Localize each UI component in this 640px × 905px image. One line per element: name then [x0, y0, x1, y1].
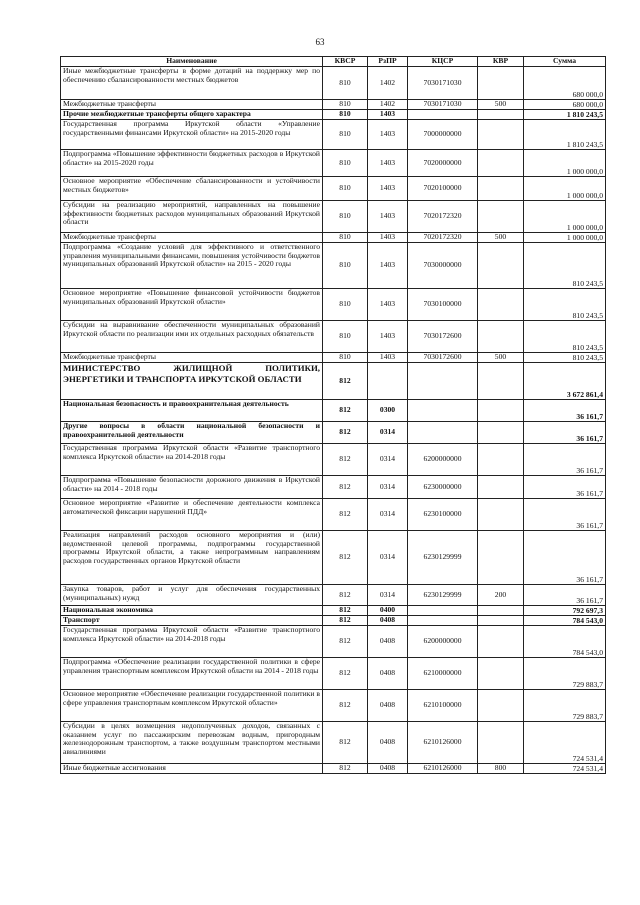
row-rzpr-cell: 0408	[368, 690, 408, 722]
row-kvsr-cell: 812	[323, 764, 368, 774]
row-kcsr-cell: 7030172600	[408, 353, 478, 363]
row-rzpr-cell: 0314	[368, 444, 408, 476]
row-name-cell: Другие вопросы в области национальной безопасности и правоохранительной деятельности	[61, 422, 323, 444]
table-row	[61, 67, 606, 100]
row-kvsr-cell: 812	[323, 444, 368, 476]
row-kcsr-cell: 6230129999	[408, 531, 478, 585]
row-name-cell: Транспорт	[61, 616, 323, 626]
row-kcsr-cell: 7030172600	[408, 321, 478, 353]
row-sum-cell: 724 531,4	[524, 764, 606, 774]
row-kvsr-cell: 812	[323, 585, 368, 606]
row-kvr-cell	[478, 363, 524, 400]
row-sum-cell: 1 000 000,0	[524, 233, 606, 243]
table-row	[61, 289, 606, 321]
row-kvsr-cell: 810	[323, 353, 368, 363]
row-sum-cell: 36 161,7	[524, 585, 606, 606]
row-rzpr-cell: 1403	[368, 233, 408, 243]
row-name-cell: Иные бюджетные ассигнования	[61, 764, 323, 774]
row-kvsr-cell: 812	[323, 658, 368, 690]
row-kvr-cell	[478, 400, 524, 422]
row-sum-cell: 792 697,3	[524, 606, 606, 616]
table-row	[61, 120, 606, 150]
row-kvsr-cell: 812	[323, 722, 368, 764]
row-sum-cell: 784 543,0	[524, 626, 606, 658]
table-row	[61, 585, 606, 606]
row-kvr-cell	[478, 444, 524, 476]
row-rzpr-cell: 1402	[368, 67, 408, 100]
row-rzpr-cell: 1403	[368, 110, 408, 120]
row-name-cell: Иные межбюджетные трансферты в форме дотаций на поддержку мер по обеспечению сбалансированности местных бюджетов	[61, 67, 323, 100]
row-kvr-cell	[478, 110, 524, 120]
table-row	[61, 177, 606, 201]
row-sum-cell: 810 243,5	[524, 353, 606, 363]
row-sum-cell: 1 000 000,0	[524, 150, 606, 177]
row-kcsr-cell: 7030100000	[408, 289, 478, 321]
row-kvr-cell	[478, 243, 524, 289]
column-header-rzpr: РзПР	[368, 57, 408, 67]
table-row	[61, 363, 606, 400]
row-kvsr-cell: 810	[323, 233, 368, 243]
row-kvsr-cell: 810	[323, 110, 368, 120]
table-row	[61, 353, 606, 363]
row-sum-cell: 724 531,4	[524, 722, 606, 764]
row-kvr-cell: 800	[478, 764, 524, 774]
row-name-cell: Подпрограмма «Повышение безопасности дорожного движения в Иркутской области» на 2014 - 2018 годы	[61, 476, 323, 499]
row-kvr-cell: 500	[478, 233, 524, 243]
table-row	[61, 658, 606, 690]
row-sum-cell: 36 161,7	[524, 444, 606, 476]
row-name-cell: Основное мероприятие «Обеспечение сбалансированности и устойчивости местных бюджетов»	[61, 177, 323, 201]
row-sum-cell: 36 161,7	[524, 422, 606, 444]
row-sum-cell: 729 883,7	[524, 690, 606, 722]
row-kcsr-cell: 6200000000	[408, 626, 478, 658]
table-row	[61, 690, 606, 722]
column-header-sum: Сумма	[524, 57, 606, 67]
row-kvsr-cell: 810	[323, 120, 368, 150]
row-kvr-cell	[478, 626, 524, 658]
row-kvsr-cell: 812	[323, 690, 368, 722]
row-sum-cell: 3 672 861,4	[524, 363, 606, 400]
row-name-cell: Основное мероприятие «Развитие и обеспечение деятельности комплекса автоматической фиксации нарушений ПДД»	[61, 499, 323, 531]
row-rzpr-cell: 1403	[368, 120, 408, 150]
row-rzpr-cell: 0314	[368, 531, 408, 585]
table-row	[61, 243, 606, 289]
row-rzpr-cell: 0408	[368, 764, 408, 774]
row-sum-cell: 810 243,5	[524, 289, 606, 321]
row-kcsr-cell	[408, 616, 478, 626]
row-rzpr-cell: 0408	[368, 626, 408, 658]
table-row	[61, 233, 606, 243]
row-name-cell: Основное мероприятие «Повышение финансовой устойчивости бюджетов муниципальных образований Иркутской области»	[61, 289, 323, 321]
row-sum-cell: 810 243,5	[524, 243, 606, 289]
row-kvr-cell	[478, 422, 524, 444]
row-rzpr-cell: 0400	[368, 606, 408, 616]
row-rzpr-cell: 0300	[368, 400, 408, 422]
table-body	[61, 67, 606, 774]
row-kcsr-cell: 6210100000	[408, 690, 478, 722]
row-kcsr-cell	[408, 422, 478, 444]
table-row	[61, 722, 606, 764]
row-kcsr-cell	[408, 400, 478, 422]
row-kvsr-cell: 810	[323, 67, 368, 100]
row-kcsr-cell: 6230129999	[408, 585, 478, 606]
row-kcsr-cell	[408, 110, 478, 120]
row-name-cell: Национальная безопасность и правоохранительная деятельность	[61, 400, 323, 422]
row-kvsr-cell: 812	[323, 422, 368, 444]
row-sum-cell: 36 161,7	[524, 499, 606, 531]
row-kcsr-cell: 7020172320	[408, 233, 478, 243]
row-name-cell: Прочие межбюджетные трансферты общего характера	[61, 110, 323, 120]
table-row	[61, 531, 606, 585]
row-name-cell: Государственная программа Иркутской области «Развитие транспортного комплекса Иркутской области» на 2014-2018 годы	[61, 626, 323, 658]
row-kcsr-cell	[408, 606, 478, 616]
row-name-cell: Реализация направлений расходов основного мероприятия и (или) ведомственной целевой программы, подпрограммы государственной программы Иркутской области, а также непрограммным направлениям расходов государственных органов Иркутской области	[61, 531, 323, 585]
row-kcsr-cell: 7030171030	[408, 100, 478, 110]
budget-table	[60, 56, 606, 774]
table-row	[61, 422, 606, 444]
row-kcsr-cell: 7020000000	[408, 150, 478, 177]
page-number: 63	[315, 37, 325, 47]
row-kvsr-cell: 812	[323, 626, 368, 658]
row-kcsr-cell: 7030000000	[408, 243, 478, 289]
row-rzpr-cell: 1402	[368, 100, 408, 110]
row-kvr-cell	[478, 499, 524, 531]
row-name-cell: МИНИСТЕРСТВО ЖИЛИЩНОЙ ПОЛИТИКИ, ЭНЕРГЕТИКИ И ТРАНСПОРТА ИРКУТСКОЙ ОБЛАСТИ	[61, 363, 323, 400]
row-kvsr-cell: 810	[323, 177, 368, 201]
row-sum-cell: 1 000 000,0	[524, 201, 606, 233]
row-sum-cell: 680 000,0	[524, 100, 606, 110]
table-header-row	[61, 57, 606, 67]
row-kvr-cell	[478, 531, 524, 585]
row-name-cell: Основное мероприятие «Обеспечение реализации государственной политики в сфере управления транспортным комплексом Иркутской области»	[61, 690, 323, 722]
row-rzpr-cell: 0314	[368, 585, 408, 606]
row-kvr-cell	[478, 616, 524, 626]
table-row	[61, 110, 606, 120]
row-name-cell: Субсидии на выравнивание обеспеченности муниципальных образований Иркутской области по реализации ими их отдельных расходных обязательств	[61, 321, 323, 353]
row-name-cell: Национальная экономика	[61, 606, 323, 616]
row-rzpr-cell: 0408	[368, 616, 408, 626]
row-kcsr-cell: 7000000000	[408, 120, 478, 150]
row-kvr-cell	[478, 67, 524, 100]
row-name-cell: Субсидии на реализацию мероприятий, направленных на повышение эффективности бюджетных расходов муниципальных образований Иркутской области	[61, 201, 323, 233]
row-rzpr-cell: 1403	[368, 177, 408, 201]
row-name-cell: Межбюджетные трансферты	[61, 233, 323, 243]
row-kvsr-cell: 812	[323, 499, 368, 531]
row-sum-cell: 729 883,7	[524, 658, 606, 690]
row-name-cell: Подпрограмма «Обеспечение реализации государственной политики в сфере управления транспортным комплексом Иркутской области на 2014 - 2018 годы	[61, 658, 323, 690]
table-row	[61, 764, 606, 774]
row-kcsr-cell: 7020172320	[408, 201, 478, 233]
row-name-cell: Государственная программа Иркутской области «Развитие транспортного комплекса Иркутской области» на 2014-2018 годы	[61, 444, 323, 476]
row-rzpr-cell: 0314	[368, 476, 408, 499]
row-sum-cell: 784 543,0	[524, 616, 606, 626]
row-kvsr-cell: 812	[323, 400, 368, 422]
row-rzpr-cell	[368, 363, 408, 400]
row-kcsr-cell: 7020100000	[408, 177, 478, 201]
table-row	[61, 626, 606, 658]
row-kvr-cell	[478, 120, 524, 150]
row-rzpr-cell: 0408	[368, 722, 408, 764]
row-kcsr-cell: 6210126000	[408, 764, 478, 774]
row-kvr-cell: 500	[478, 353, 524, 363]
row-kvsr-cell: 812	[323, 616, 368, 626]
row-kcsr-cell	[408, 363, 478, 400]
row-sum-cell: 1 000 000,0	[524, 177, 606, 201]
row-kvsr-cell: 810	[323, 243, 368, 289]
table-row	[61, 400, 606, 422]
row-kcsr-cell: 6210000000	[408, 658, 478, 690]
table-row	[61, 616, 606, 626]
row-sum-cell: 810 243,5	[524, 321, 606, 353]
row-rzpr-cell: 0408	[368, 658, 408, 690]
table-row	[61, 321, 606, 353]
row-kvsr-cell: 812	[323, 531, 368, 585]
table-row	[61, 444, 606, 476]
table-row	[61, 606, 606, 616]
row-rzpr-cell: 0314	[368, 422, 408, 444]
column-header-kcsr: КЦСР	[408, 57, 478, 67]
row-kvr-cell	[478, 150, 524, 177]
row-name-cell: Закупка товаров, работ и услуг для обеспечения государственных (муниципальных) нужд	[61, 585, 323, 606]
row-kvr-cell: 500	[478, 100, 524, 110]
row-kcsr-cell: 6230100000	[408, 499, 478, 531]
row-rzpr-cell: 1403	[368, 201, 408, 233]
row-kvsr-cell: 812	[323, 363, 368, 400]
row-rzpr-cell: 0314	[368, 499, 408, 531]
table-row	[61, 476, 606, 499]
column-header-kvr: КВР	[478, 57, 524, 67]
row-kvsr-cell: 810	[323, 201, 368, 233]
row-kvr-cell	[478, 658, 524, 690]
table-row	[61, 201, 606, 233]
row-kvr-cell	[478, 476, 524, 499]
row-kvr-cell	[478, 177, 524, 201]
row-sum-cell: 680 000,0	[524, 67, 606, 100]
row-sum-cell: 36 161,7	[524, 476, 606, 499]
row-name-cell: Межбюджетные трансферты	[61, 353, 323, 363]
row-rzpr-cell: 1403	[368, 243, 408, 289]
row-name-cell: Межбюджетные трансферты	[61, 100, 323, 110]
row-name-cell: Субсидии в целях возмещения недополученных доходов, связанных с оказанием услуг по пассажирским перевозкам водным, пригородным железнодорожным транспортом, а также воздушным транспортом местными авиалиниями	[61, 722, 323, 764]
row-kvr-cell	[478, 289, 524, 321]
row-kcsr-cell: 6230000000	[408, 476, 478, 499]
row-sum-cell: 36 161,7	[524, 400, 606, 422]
row-rzpr-cell: 1403	[368, 321, 408, 353]
row-name-cell: Подпрограмма «Повышение эффективности бюджетных расходов в Иркутской области» на 2015-2020 годы	[61, 150, 323, 177]
row-rzpr-cell: 1403	[368, 353, 408, 363]
row-kvsr-cell: 810	[323, 289, 368, 321]
row-kcsr-cell: 6200000000	[408, 444, 478, 476]
column-header-name: Наименование	[61, 57, 323, 67]
row-kcsr-cell: 7030171030	[408, 67, 478, 100]
row-kcsr-cell: 6210126000	[408, 722, 478, 764]
row-rzpr-cell: 1403	[368, 150, 408, 177]
table-row	[61, 499, 606, 531]
row-kvr-cell	[478, 722, 524, 764]
row-sum-cell: 36 161,7	[524, 531, 606, 585]
row-kvsr-cell: 812	[323, 606, 368, 616]
table-row	[61, 150, 606, 177]
row-sum-cell: 1 810 243,5	[524, 120, 606, 150]
row-kvr-cell	[478, 606, 524, 616]
row-kvsr-cell: 812	[323, 476, 368, 499]
row-kvr-cell	[478, 321, 524, 353]
row-kvsr-cell: 810	[323, 100, 368, 110]
row-kvr-cell	[478, 201, 524, 233]
column-header-kvsr: КВСР	[323, 57, 368, 67]
row-sum-cell: 1 810 243,5	[524, 110, 606, 120]
row-name-cell: Государственная программа Иркутской области «Управление государственными финансами Иркутской области» на 2015-2020 годы	[61, 120, 323, 150]
table-row	[61, 100, 606, 110]
row-kvr-cell	[478, 690, 524, 722]
row-name-cell: Подпрограмма «Создание условий для эффективного и ответственного управления муниципальными финансами, повышения устойчивости бюджетов муниципальных образований Иркутской области» на 2015 - 2020 годы	[61, 243, 323, 289]
row-kvsr-cell: 810	[323, 321, 368, 353]
row-rzpr-cell: 1403	[368, 289, 408, 321]
row-kvsr-cell: 810	[323, 150, 368, 177]
row-kvr-cell: 200	[478, 585, 524, 606]
